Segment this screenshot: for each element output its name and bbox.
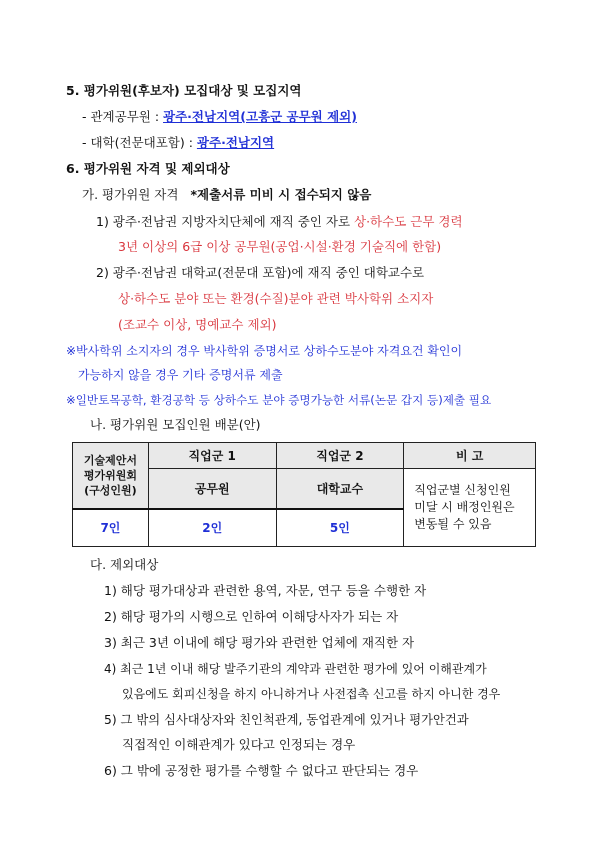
section5-item-officials	[82, 108, 357, 126]
table-subheader-officials: 공무원	[148, 469, 276, 509]
section5-heading: 5. 평가위원(후보자) 모집대상 및 모집지역	[66, 83, 302, 98]
officials-label: - 관계공무원 :	[82, 109, 164, 124]
exclusion-item-1: 1) 해당 평가대상과 관련한 용역, 자문, 연구 등을 수행한 자	[104, 583, 427, 598]
university-label: - 대학(전문대포함) :	[82, 135, 197, 150]
note-doctorate-2: 가능하지 않을 경우 기타 증명서류 제출	[78, 368, 283, 382]
table-officials-count: 2인	[148, 509, 276, 547]
table-header-group1: 직업군 1	[148, 443, 276, 469]
table-subheader-professors: 대학교수	[276, 469, 404, 509]
exclusion-item-2: 2) 해당 평가의 시행으로 인하여 이해당사자가 되는 자	[104, 609, 399, 624]
qualification-item-1-cont: 3년 이상의 6급 이상 공무원(공업·시설·환경 기술직에 한함)	[118, 239, 442, 254]
table-remark-cell: 직업군별 신청인원 미달 시 배정인원은 변동될 수 있음	[404, 469, 536, 547]
exclusion-item-4: 4) 최근 1년 이내 해당 발주기관의 계약과 관련한 평가에 있어 이해관계가	[104, 662, 487, 676]
qualification-item-1	[96, 213, 463, 231]
section5-item-university	[82, 134, 274, 152]
table-header-row	[73, 443, 536, 469]
allocation-heading: 나. 평가위원 모집인원 배분(안)	[90, 417, 261, 432]
qualification-label: 가. 평가위원 자격	[82, 187, 179, 202]
section6-heading: 6. 평가위원 자격 및 제외대상	[66, 161, 230, 176]
table-header-committee: 기술제안서 평가위원회 (구성인원)	[73, 443, 149, 509]
university-region: 광주·전남지역	[196, 135, 275, 150]
table-professors-count: 5인	[276, 509, 404, 547]
table-header-group2: 직업군 2	[276, 443, 404, 469]
exclusion-item-4-cont: 있음에도 회피신청을 하지 아니하거나 사전접촉 신고를 하지 아니한 경우	[122, 687, 501, 701]
table-total-count: 7인	[73, 509, 149, 547]
exclusion-heading: 다. 제외대상	[90, 557, 159, 572]
qualification-item-2-cont: 상·하수도 분야 또는 환경(수질)분야 관련 박사학위 소지자	[118, 291, 434, 306]
qualification-1-highlight: 상·하수도 근무 경력	[354, 214, 463, 229]
qualification-item-2-cont2: (조교수 이상, 명예교수 제외)	[118, 317, 277, 332]
qualification-item-2: 2) 광주·전남권 대학교(전문대 포함)에 재직 중인 대학교수로	[96, 265, 425, 280]
exclusion-item-3: 3) 최근 3년 이내에 해당 평가와 관련한 업체에 재직한 자	[104, 635, 415, 650]
officials-region: 광주·전남지역(고흥군 공무원 제외)	[163, 109, 357, 124]
qualification-heading	[82, 186, 371, 204]
exclusion-item-6: 6) 그 밖에 공정한 평가를 수행할 수 없다고 판단되는 경우	[104, 763, 419, 778]
allocation-table	[72, 442, 536, 547]
note-civil-engineering: ※일반토목공학, 환경공학 등 상하수도 분야 증명가능한 서류(논문 갑지 등)제출 필요	[66, 393, 492, 407]
note-doctorate-1: ※박사학위 소지자의 경우 박사학위 증명서로 상하수도분야 자격요건 확인이	[66, 344, 463, 358]
exclusion-item-5: 5) 그 밖의 심사대상자와 친인척관계, 동업관계에 있거나 평가안건과	[104, 713, 469, 727]
qualification-note: *제출서류 미비 시 접수되지 않음	[190, 187, 372, 202]
qualification-1-text: 1) 광주·전남권 지방자치단체에 재직 중인 자로	[96, 214, 354, 229]
exclusion-item-5-cont: 직접적인 이해관계가 있다고 인정되는 경우	[122, 737, 356, 752]
table-header-remark: 비 고	[404, 443, 536, 469]
